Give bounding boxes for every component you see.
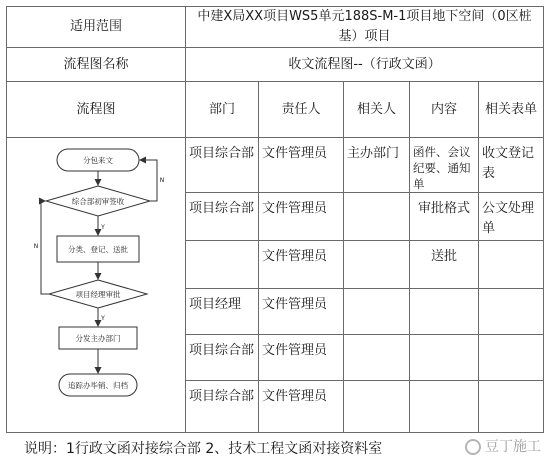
- process-table: [6, 6, 544, 433]
- row6-dept: 项目综合部: [186, 381, 259, 433]
- flow-text-review1: 综合部初审签收: [71, 197, 125, 206]
- row2-dept: 项目综合部: [186, 193, 259, 241]
- row5-owner: 文件管理员: [259, 335, 344, 381]
- row4-related: [344, 289, 410, 335]
- row4-form: [479, 289, 544, 335]
- row2-form: 公文处理单: [479, 193, 544, 241]
- scope-label: 适用范围: [7, 7, 186, 48]
- row4-content: [410, 289, 479, 335]
- row3-form: [479, 241, 544, 289]
- flowchart-label: 流程图: [7, 82, 186, 138]
- col-header-form: 相关表单: [479, 82, 544, 138]
- footer-note: 说明：1行政文函对接综合部 2、技术工程文函对接资料室: [24, 441, 383, 457]
- row4-owner: 文件管理员: [259, 289, 344, 335]
- row2-related: [344, 193, 410, 241]
- flow-name-label: 流程图名称: [7, 48, 186, 82]
- col-header-dept: 部门: [186, 82, 259, 138]
- row3-dept: [186, 241, 259, 289]
- scope-value: 中建X局XX项目WS5单元188S-M-1项目地下空间（0区桩基）项目: [186, 7, 544, 48]
- row3-related: [344, 241, 410, 289]
- row1-related: 主办部门: [344, 138, 410, 193]
- watermark-text: 豆丁施工: [485, 439, 541, 455]
- flow-text-end: 追踪办毕销、归档: [68, 381, 128, 390]
- row2-owner: 文件管理员: [259, 193, 344, 241]
- row5-content: [410, 335, 479, 381]
- row5-related: [344, 335, 410, 381]
- flow-label-yes2: Y: [101, 315, 105, 322]
- row6-form: [479, 381, 544, 433]
- flow-text-start: 分包来文: [83, 156, 113, 165]
- row1-dept: 项目综合部: [186, 138, 259, 193]
- row6-owner: 文件管理员: [259, 381, 344, 433]
- watermark: [465, 436, 541, 456]
- watermark-logo-icon: [465, 439, 481, 455]
- row4-dept: 项目经理: [186, 289, 259, 335]
- flow-label-no1: N: [159, 177, 165, 184]
- row5-dept: 项目综合部: [186, 335, 259, 381]
- flow-label-yes1: Y: [101, 224, 105, 231]
- row3-content: 送批: [410, 241, 479, 289]
- flow-label-no2: N: [33, 243, 39, 250]
- row1-content: 函件、会议纪要、通知单: [410, 138, 479, 193]
- row6-related: [344, 381, 410, 433]
- flow-loop-review2: [41, 201, 49, 294]
- row2-content: 审批格式: [410, 193, 479, 241]
- flow-text-review2: 项目经理审批: [75, 290, 121, 299]
- flow-text-dispatch: 分发主办部门: [75, 334, 121, 343]
- col-header-related: 相关人: [344, 82, 410, 138]
- flowchart-cell: [7, 138, 186, 433]
- row1-owner: 文件管理员: [259, 138, 344, 193]
- flow-text-process: 分类、登记、送批: [68, 245, 128, 254]
- row3-owner: 文件管理员: [259, 241, 344, 289]
- flow-name-value: 收文流程图--（行政文函）: [186, 48, 544, 82]
- col-header-owner: 责任人: [259, 82, 344, 138]
- row6-content: [410, 381, 479, 433]
- flow-loop-review1: [140, 160, 157, 201]
- row1-form: 收文登记表: [479, 138, 544, 193]
- row5-form: [479, 335, 544, 381]
- col-header-content: 内容: [410, 82, 479, 138]
- flowchart: [7, 138, 186, 430]
